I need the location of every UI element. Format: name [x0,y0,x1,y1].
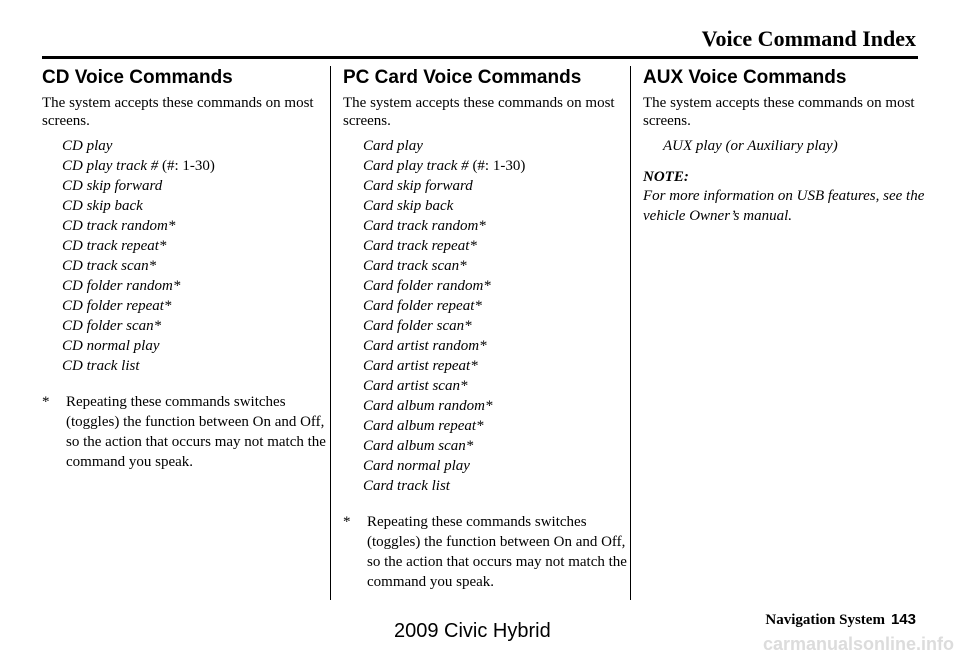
command-item: Card track scan* [363,258,467,274]
command-item: CD track random* [62,218,176,234]
command-item: CD track scan* [62,258,157,274]
section-title: CD Voice Commands [42,67,233,88]
command-item: Card artist repeat* [363,358,478,374]
command-item: CD track list [62,358,140,374]
footnote-text: Repeating these commands switches (toggles) the function between On and Off, so the action that occurs may not match the command you speak. [367,514,627,590]
command-item: Card folder repeat* [363,298,482,314]
command-text: CD play track # [62,158,159,174]
command-item [42,156,327,176]
command-item: Card skip back [363,198,454,214]
section-intro: The system accepts these commands on most screens. [643,95,915,129]
command-item: Card play [363,138,423,154]
command-item: CD skip back [62,198,143,214]
command-item: Card track list [363,478,450,494]
page-number: 143 [890,611,916,628]
model-watermark: 2009 Civic Hybrid [394,620,551,642]
pc-card-commands-section [343,66,628,592]
footnote [343,512,628,592]
note-label: NOTE: [643,169,689,185]
command-item: Card track random* [363,218,486,234]
command-item: CD skip forward [62,178,163,194]
command-item: CD folder random* [62,278,181,294]
page-title: Voice Command Index [701,26,916,51]
command-list [343,136,628,496]
section-title: AUX Voice Commands [643,67,847,88]
section-title: PC Card Voice Commands [343,67,582,88]
command-item: Card album repeat* [363,418,484,434]
footnote-mark: * [343,514,351,530]
footnote [42,392,327,472]
command-item: CD track repeat* [62,238,167,254]
command-item: CD normal play [62,338,160,354]
command-item: Card album random* [363,398,493,414]
note-text: For more information on USB features, see the vehicle Owner’s manual. [643,188,925,224]
footnote-text: Repeating these commands switches (toggles) the function between On and Off, so the action that occurs may not match the command you speak. [66,394,326,470]
command-item: Card album scan* [363,438,474,454]
command-item: Card artist random* [363,338,487,354]
track-range: (#: 1-30) [158,158,215,174]
header-divider [42,56,918,59]
command-list [643,136,928,156]
command-item: Card folder scan* [363,318,472,334]
aux-commands-section [643,66,928,226]
command-item: Card folder random* [363,278,491,294]
command-list [42,136,327,376]
command-item: AUX play (or Auxiliary play) [663,138,838,154]
section-intro: The system accepts these commands on most screens. [343,95,615,129]
command-item: Card track repeat* [363,238,477,254]
footnote-mark: * [42,394,50,410]
command-text: Card play track # [363,158,469,174]
footer-label: Navigation System [765,612,885,628]
command-item: CD play [62,138,113,154]
column-divider [630,66,631,600]
command-item: CD folder repeat* [62,298,172,314]
page-footer [765,611,916,629]
command-item: Card skip forward [363,178,473,194]
command-item: Card artist scan* [363,378,468,394]
cd-commands-section [42,66,327,472]
command-item: CD folder scan* [62,318,162,334]
site-watermark: carmanualsonline.info [762,634,954,654]
track-range: (#: 1-30) [468,158,526,174]
command-item [343,156,628,176]
column-divider [330,66,331,600]
section-intro: The system accepts these commands on most screens. [42,95,314,129]
command-item: Card normal play [363,458,470,474]
